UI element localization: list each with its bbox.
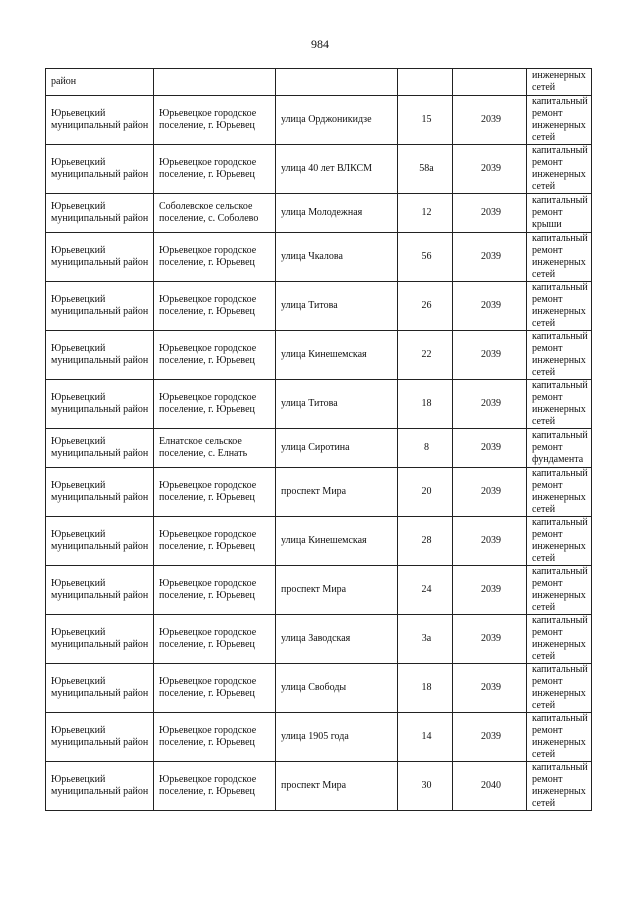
district-cell: Юрьевецкий муниципальный район — [46, 664, 154, 713]
year-cell: 2039 — [453, 96, 527, 145]
table-row — [46, 566, 592, 615]
settlement-cell: Юрьевецкое городское поселение, г. Юрьевец — [154, 664, 276, 713]
house-number-cell: 58а — [398, 145, 453, 194]
settlement-cell: Елнатское сельское поселение, с. Елнать — [154, 429, 276, 468]
settlement-cell: Юрьевецкое городское поселение, г. Юрьевец — [154, 762, 276, 811]
district-cell: Юрьевецкий муниципальный район — [46, 566, 154, 615]
district-cell: Юрьевецкий муниципальный район — [46, 282, 154, 331]
settlement-cell: Юрьевецкое городское поселение, г. Юрьевец — [154, 331, 276, 380]
district-cell: Юрьевецкий муниципальный район — [46, 145, 154, 194]
table-row — [46, 762, 592, 811]
table-row — [46, 282, 592, 331]
district-cell: Юрьевецкий муниципальный район — [46, 233, 154, 282]
table-body — [46, 69, 592, 811]
street-cell: улица Заводская — [276, 615, 398, 664]
work-type-cell: капитальный ремонт инженерных сетей — [527, 145, 592, 194]
house-number-cell — [398, 69, 453, 96]
settlement-cell: Юрьевецкое городское поселение, г. Юрьевец — [154, 233, 276, 282]
year-cell: 2039 — [453, 517, 527, 566]
settlement-cell: Юрьевецкое городское поселение, г. Юрьевец — [154, 615, 276, 664]
district-cell: Юрьевецкий муниципальный район — [46, 96, 154, 145]
house-number-cell: 28 — [398, 517, 453, 566]
work-type-cell: капитальный ремонт инженерных сетей — [527, 615, 592, 664]
district-cell: Юрьевецкий муниципальный район — [46, 194, 154, 233]
year-cell — [453, 69, 527, 96]
year-cell: 2039 — [453, 194, 527, 233]
year-cell: 2039 — [453, 429, 527, 468]
year-cell: 2039 — [453, 282, 527, 331]
district-cell: Юрьевецкий муниципальный район — [46, 380, 154, 429]
work-type-cell: капитальный ремонт инженерных сетей — [527, 233, 592, 282]
house-number-cell: 22 — [398, 331, 453, 380]
table-row — [46, 331, 592, 380]
table-row — [46, 380, 592, 429]
table-row — [46, 233, 592, 282]
district-cell: Юрьевецкий муниципальный район — [46, 713, 154, 762]
street-cell: улица Сиротина — [276, 429, 398, 468]
street-cell — [276, 69, 398, 96]
year-cell: 2039 — [453, 468, 527, 517]
street-cell: улица Чкалова — [276, 233, 398, 282]
table-row — [46, 69, 592, 96]
street-cell: улица Титова — [276, 282, 398, 331]
year-cell: 2039 — [453, 331, 527, 380]
house-number-cell: 56 — [398, 233, 453, 282]
year-cell: 2039 — [453, 664, 527, 713]
year-cell: 2039 — [453, 145, 527, 194]
house-number-cell: 18 — [398, 664, 453, 713]
district-cell: Юрьевецкий муниципальный район — [46, 331, 154, 380]
street-cell: улица Кинешемская — [276, 517, 398, 566]
street-cell: улица 40 лет ВЛКСМ — [276, 145, 398, 194]
street-cell: улица 1905 года — [276, 713, 398, 762]
work-type-cell: капитальный ремонт инженерных сетей — [527, 762, 592, 811]
year-cell: 2039 — [453, 380, 527, 429]
table-row — [46, 615, 592, 664]
settlement-cell: Юрьевецкое городское поселение, г. Юрьевец — [154, 380, 276, 429]
table-row — [46, 96, 592, 145]
work-type-cell: капитальный ремонт инженерных сетей — [527, 468, 592, 517]
district-cell: Юрьевецкий муниципальный район — [46, 517, 154, 566]
house-number-cell: 3а — [398, 615, 453, 664]
house-number-cell: 20 — [398, 468, 453, 517]
year-cell: 2040 — [453, 762, 527, 811]
house-number-cell: 24 — [398, 566, 453, 615]
settlement-cell — [154, 69, 276, 96]
table-row — [46, 145, 592, 194]
street-cell: проспект Мира — [276, 762, 398, 811]
work-type-cell: капитальный ремонт инженерных сетей — [527, 331, 592, 380]
table-row — [46, 194, 592, 233]
table-row — [46, 713, 592, 762]
settlement-cell: Юрьевецкое городское поселение, г. Юрьевец — [154, 566, 276, 615]
work-type-cell: капитальный ремонт инженерных сетей — [527, 517, 592, 566]
house-number-cell: 14 — [398, 713, 453, 762]
table-row — [46, 429, 592, 468]
year-cell: 2039 — [453, 615, 527, 664]
settlement-cell: Юрьевецкое городское поселение, г. Юрьевец — [154, 282, 276, 331]
district-cell: Юрьевецкий муниципальный район — [46, 762, 154, 811]
settlement-cell: Соболевское сельское поселение, с. Соболево — [154, 194, 276, 233]
district-cell: Юрьевецкий муниципальный район — [46, 468, 154, 517]
work-type-cell: капитальный ремонт инженерных сетей — [527, 566, 592, 615]
repair-schedule-table — [45, 68, 592, 811]
table-row — [46, 517, 592, 566]
street-cell: проспект Мира — [276, 566, 398, 615]
house-number-cell: 26 — [398, 282, 453, 331]
house-number-cell: 15 — [398, 96, 453, 145]
district-cell: район — [46, 69, 154, 96]
street-cell: улица Титова — [276, 380, 398, 429]
work-type-cell: капитальный ремонт инженерных сетей — [527, 664, 592, 713]
work-type-cell: инженерных сетей — [527, 69, 592, 96]
house-number-cell: 12 — [398, 194, 453, 233]
street-cell: улица Молодежная — [276, 194, 398, 233]
year-cell: 2039 — [453, 233, 527, 282]
page-number: 984 — [311, 37, 329, 51]
district-cell: Юрьевецкий муниципальный район — [46, 429, 154, 468]
settlement-cell: Юрьевецкое городское поселение, г. Юрьевец — [154, 517, 276, 566]
work-type-cell: капитальный ремонт крыши — [527, 194, 592, 233]
street-cell: улица Орджоникидзе — [276, 96, 398, 145]
district-cell: Юрьевецкий муниципальный район — [46, 615, 154, 664]
street-cell: улица Кинешемская — [276, 331, 398, 380]
house-number-cell: 18 — [398, 380, 453, 429]
work-type-cell: капитальный ремонт фундамента — [527, 429, 592, 468]
settlement-cell: Юрьевецкое городское поселение, г. Юрьевец — [154, 713, 276, 762]
table-row — [46, 664, 592, 713]
settlement-cell: Юрьевецкое городское поселение, г. Юрьевец — [154, 468, 276, 517]
house-number-cell: 30 — [398, 762, 453, 811]
street-cell: улица Свободы — [276, 664, 398, 713]
work-type-cell: капитальный ремонт инженерных сетей — [527, 282, 592, 331]
settlement-cell: Юрьевецкое городское поселение, г. Юрьевец — [154, 96, 276, 145]
year-cell: 2039 — [453, 566, 527, 615]
street-cell: проспект Мира — [276, 468, 398, 517]
work-type-cell: капитальный ремонт инженерных сетей — [527, 96, 592, 145]
year-cell: 2039 — [453, 713, 527, 762]
settlement-cell: Юрьевецкое городское поселение, г. Юрьевец — [154, 145, 276, 194]
work-type-cell: капитальный ремонт инженерных сетей — [527, 380, 592, 429]
table-row — [46, 468, 592, 517]
house-number-cell: 8 — [398, 429, 453, 468]
work-type-cell: капитальный ремонт инженерных сетей — [527, 713, 592, 762]
